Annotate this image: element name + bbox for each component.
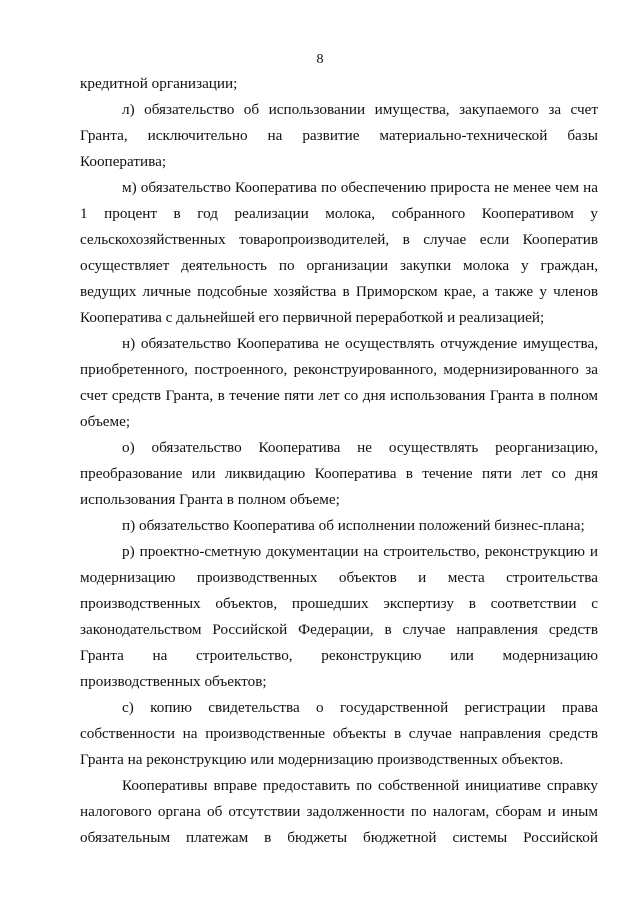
paragraph: н) обязательство Кооператива не осуществлять отчуждение имущества, приобретенного, построенного, реконструированного, модернизированного за счет средств Гранта, в течение пяти лет со дня использования Гранта в полном объеме;	[80, 335, 598, 430]
page-number: 8	[316, 52, 324, 67]
paragraph: о) обязательство Кооператива не осуществлять реорганизацию, преобразование или ликвидацию Кооператива в течение пяти лет со дня использования Гранта в полном объеме;	[80, 439, 598, 508]
document-body	[80, 71, 598, 851]
paragraph: с) копию свидетельства о государственной регистрации права собственности на производственные объекты в случае направления средств Гранта на реконструкцию или модернизацию производственных объектов.	[80, 699, 598, 768]
paragraph: р) проектно-сметную документации на строительство, реконструкцию и модернизацию производственных объектов и места строительства производственных объектов, прошедших экспертизу в соответствии с законодательством Российской Федерации, в случае направления средств Гранта на строительство, реконструкцию или модернизацию производственных объектов;	[80, 543, 598, 690]
paragraph: Кооперативы вправе предоставить по собственной инициативе справку налогового органа об отсутствии задолженности по налогам, сборам и иным обязательным платежам в бюджеты бюджетной системы Российской	[80, 777, 598, 846]
paragraph: кредитной организации;	[80, 75, 238, 92]
paragraph: л) обязательство об использовании имущества, закупаемого за счет Гранта, исключительно на развитие материально-технической базы Кооператива;	[80, 101, 598, 170]
paragraph: м) обязательство Кооператива по обеспечению прироста не менее чем на 1 процент в год реализации молока, собранного Кооперативом у сельскохозяйственных товаропроизводителей, в случае если Кооператив осуществляет деятельность по организации закупки молока у граждан, ведущих личные подсобные хозяйства в Приморском крае, а также у членов Кооператива с дальнейшей его первичной переработкой и реализацией;	[80, 179, 598, 326]
paragraph: п) обязательство Кооператива об исполнении положений бизнес-плана;	[122, 517, 585, 534]
